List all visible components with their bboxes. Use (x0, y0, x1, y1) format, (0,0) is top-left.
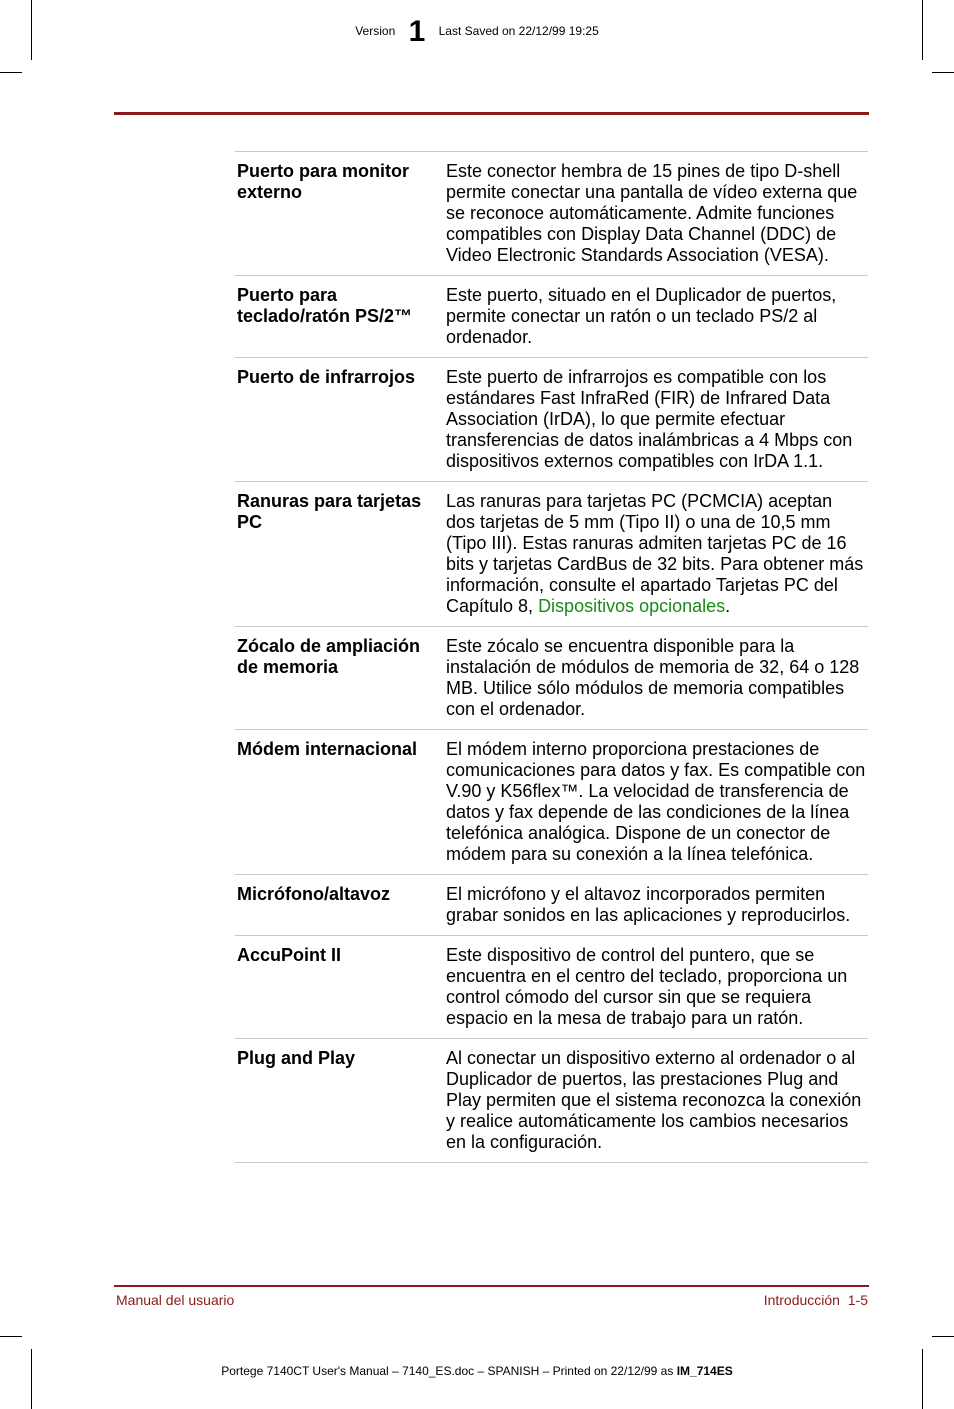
row-description: Este puerto de infrarrojos es compatible con los estándares Fast InfraRed (FIR) de Infrared Data Association (IrDA), lo que permite efectuar transferencias de datos inalámbricas a 4 Mbps con dispositivos externos compatibles con IrDA 1.1. (446, 367, 853, 471)
row-description: Este puerto, situado en el Duplicador de puertos, permite conectar un ratón o un teclado PS/2 al ordenador. (446, 285, 837, 347)
crop-mark (932, 1336, 954, 1337)
footer-page-number: Introducción 1-5 (763, 1292, 868, 1308)
row-description: Este conector hembra de 15 pines de tipo D-shell permite conectar una pantalla de vídeo externa que se reconoce automáticamente. Admite funciones compatibles con Display Data Channel (DDC) de Video Electronic Standards Association (VESA). (446, 161, 858, 265)
chapter-link[interactable]: Dispositivos opcionales (538, 596, 726, 616)
table-row (235, 627, 868, 730)
row-term: Puerto de infrarrojos (237, 367, 416, 387)
table-row (235, 936, 868, 1039)
row-description: El módem interno proporciona prestaciones de comunicaciones para datos y fax. Es compatible con V.90 y K56flex™. La velocidad de transferencia de datos y fax depende de las condiciones de la línea telefónica analógica. Dispone de un conector de módem para su conexión a la línea telefónica. (446, 739, 866, 864)
print-text: Portege 7140CT User's Manual – 7140_ES.doc – SPANISH – Printed on 22/12/99 as (221, 1364, 677, 1378)
table-row (235, 1039, 868, 1163)
row-term: Puerto para teclado/ratón PS/2™ (237, 285, 413, 326)
row-term: AccuPoint II (237, 945, 342, 965)
row-description: Este dispositivo de control del puntero, que se encuentra en el centro del teclado, proporciona un control cómodo del cursor sin que se requiera espacio en la mesa de trabajo para un ratón. (446, 945, 848, 1028)
footer-manual-title: Manual del usuario (116, 1292, 235, 1308)
table-row (235, 482, 868, 627)
row-description (446, 491, 868, 617)
crop-mark (922, 1349, 923, 1409)
row-description: El micrófono y el altavoz incorporados permiten grabar sonidos en las aplicaciones y reproducirlos. (446, 884, 851, 925)
footer-rule (114, 1285, 869, 1287)
table-row (235, 875, 868, 936)
crop-mark (31, 1349, 32, 1409)
version-header (0, 15, 954, 48)
row-term: Micrófono/altavoz (237, 884, 391, 904)
last-saved: Last Saved on 22/12/99 19:25 (438, 24, 599, 38)
table-row (235, 358, 868, 482)
print-info (0, 1364, 954, 1378)
version-number: 1 (408, 15, 426, 48)
row-description: Al conectar un dispositivo externo al ordenador o al Duplicador de puertos, las prestaciones Plug and Play permiten que el sistema reconozca la conexión y realice automáticamente los cambios necesarios en la configuración. (446, 1048, 862, 1152)
version-label: Version (355, 24, 396, 38)
table-row (235, 730, 868, 875)
crop-mark (932, 72, 954, 73)
row-description-text: Las ranuras para tarjetas PC (PCMCIA) aceptan dos tarjetas de 5 mm (Tipo II) o una de 10,5 mm (Tipo III). Estas ranuras admiten tarjetas PC de 16 bits y tarjetas CardBus de 32 bits. Para obtener más información, consulte el apartado Tarjetas PC del Capítulo 8, (446, 491, 864, 616)
crop-mark (0, 1336, 22, 1337)
header-rule (114, 112, 869, 115)
row-term: Ranuras para tarjetas PC (237, 491, 422, 532)
row-term: Zócalo de ampliación de memoria (237, 636, 421, 677)
row-description: Este zócalo se encuentra disponible para la instalación de módulos de memoria de 32, 64 o 128 MB. Utilice sólo módulos de memoria compatibles con el ordenador. (446, 636, 860, 719)
feature-table (235, 151, 868, 1163)
row-description-end: . (725, 596, 731, 616)
crop-mark (0, 72, 22, 73)
row-term: Puerto para monitor externo (237, 161, 410, 202)
table-row (235, 276, 868, 358)
table-row (235, 152, 868, 276)
row-term: Plug and Play (237, 1048, 356, 1068)
row-term: Módem internacional (237, 739, 418, 759)
print-code: IM_714ES (676, 1364, 733, 1378)
